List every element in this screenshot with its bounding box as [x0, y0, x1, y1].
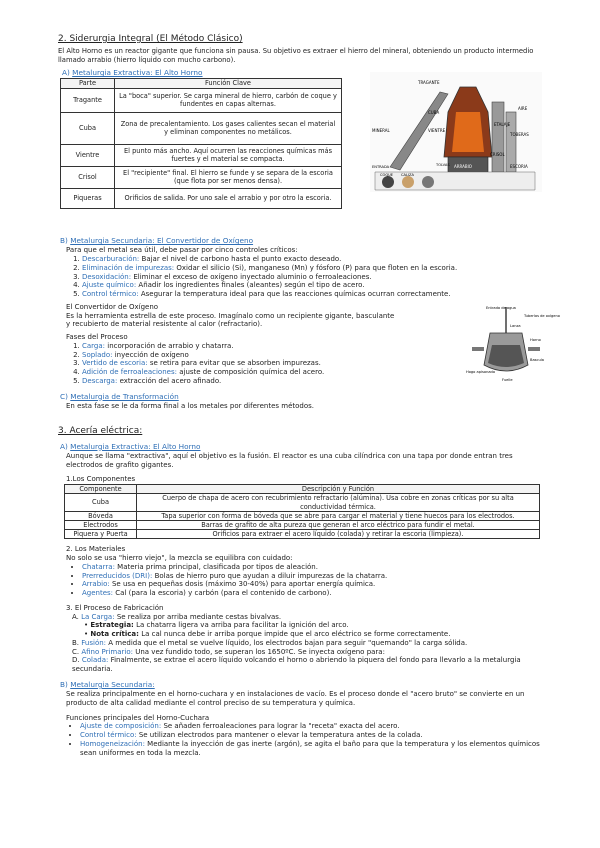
- blast-furnace-block: [58, 64, 544, 232]
- section-2-intro: El Alto Horno es un reactor gigante que funciona sin pausa. Su objetivo es extraer el hierro del mineral, obteniendo un producto intermedio llamado arrabio (hierro líquido con mucho carbono).: [58, 47, 534, 64]
- list-item: 2. Soplado: inyección de oxígeno: [82, 351, 544, 360]
- list-item: 4. Ajuste químico: Añadir los ingredientes finales (aleantes) según el tipo de acero.: [82, 281, 544, 290]
- list-item: 1. Carga: incorporación de arrabio y chatarra.: [82, 342, 544, 351]
- subsection-2a: A) Metalurgia Extractiva: El Alto Horno: [62, 68, 203, 78]
- table-header: Componente: [65, 485, 137, 494]
- list-item: 1. Descarburación: Bajar el nivel de carbono hasta el punto exacto deseado.: [82, 255, 544, 264]
- subsection-3a: A) Metalurgia Extractiva: El Alto Horno: [60, 441, 201, 451]
- list-item: • Arrabio: Se usa en pequeñas dosis (máximo 30-40%) para aportar energía química.: [82, 580, 544, 589]
- list-item: • Control térmico: Se utilizan electrodos para mantener o elevar la temperatura antes de la colada.: [80, 731, 544, 740]
- section-3-title: 3. Acería eléctrica:: [58, 426, 143, 437]
- converter-text: Es la herramienta estrella de este proceso. Imagínalo como un recipiente gigante, basculante y recubierto de material resistente al calor (refractario).: [66, 311, 395, 329]
- list-item: 3. Vertido de escoria: se retira para evitar que se absorben impurezas.: [82, 359, 544, 368]
- fig-label: CUBA: [428, 110, 440, 116]
- table-header: Parte: [61, 79, 115, 88]
- components-title: 1.Los Componentes: [66, 475, 136, 484]
- list-item: 3. Desoxidación: Eliminar el exceso de oxígeno inyectado aluminio o ferroaleaciones.: [82, 273, 544, 282]
- fig-label: Entrada de agua: [486, 305, 516, 310]
- fig-label: ARRABIO: [454, 164, 472, 170]
- fig-label: ETALAJE: [494, 122, 511, 128]
- fig-label: Horno: [530, 337, 541, 342]
- subsection-2b-intro: Para que el metal sea útil, debe pasar por cinco controles críticos:: [66, 246, 298, 255]
- step-a: A. La Carga: Se realiza por arriba mediante cestas bivalvas.: [72, 612, 282, 621]
- step-a-note: • Nota crítica: La cal nunca debe ir arriba porque impide que el arco eléctrico se forme correctamente.: [84, 630, 451, 639]
- step-a-strategy: • Estrategia: La chatarra ligera va arriba para facilitar la ignición del arco.: [84, 621, 349, 630]
- fig-label: CRISOL: [490, 152, 505, 158]
- list-item: • Chatarra: Materia prima principal, clasificada por tipos de aleación.: [82, 563, 544, 572]
- fig-label: Lanza: [510, 323, 521, 328]
- list-item: • Prerreducidos (DRI): Bolas de hierro puro que ayudan a diluir impurezas de la chatarra.: [82, 572, 544, 581]
- fig-label: Hogo apisonado: [466, 369, 496, 374]
- table-row: Electrodos Barras de grafito de alta pureza que generan el arco eléctrico para fundir el metal.: [65, 520, 540, 529]
- table-row: Piquera y Puerta Orificios para extraer el acero líquido (colada) y retirar la escoria (limpieza).: [65, 530, 540, 539]
- list-item: 2. Eliminación de impurezas: Oxidar el silicio (Si), manganeso (Mn) y fósforo (P) para que floten en la escoria.: [82, 264, 544, 273]
- functions-title: Funciones principales del Horno-Cuchara: [66, 713, 210, 722]
- oxygen-converter-diagram: [466, 303, 560, 383]
- subsection-3b: B) Metalurgia Secundaria:: [60, 679, 155, 689]
- fig-label: ENTRADA: [372, 165, 390, 170]
- list-item: 5. Descarga: extracción del acero afinado.: [82, 377, 544, 386]
- subsection-2b: B) Metalurgia Secundaria: El Convertidor de Oxígeno: [60, 236, 254, 246]
- fig-label: TRAGANTE: [418, 80, 440, 86]
- list-item: • Agentes: Cal (para la escoria) y carbón (para el contenido de carbono).: [82, 589, 544, 598]
- materials-intro: No solo se usa "hierro viejo", la mezcla se equilibra con cuidado:: [66, 554, 293, 563]
- fig-label: MINERAL: [372, 128, 390, 134]
- step-d: D. Colada: Finalmente, se extrae el acero líquido volcando el horno o abriendo la piquera del fondo para llevarlo a la metalurgia secundaria.: [72, 656, 521, 674]
- controls-list: [82, 255, 544, 299]
- blast-furnace-diagram: [370, 72, 542, 192]
- list-item: • Homogeneización: Mediante la inyección de gas inerte (argón), se agita el baño para que la temperatura y los elementos químicos sean uniformes en toda la mezcla.: [80, 740, 544, 758]
- fig-label: VIENTRE: [428, 128, 446, 134]
- step-b: B. Fusión: A medida que el metal se vuelve líquido, los electrodos bajan para seguir "quemando" la carga sólida.: [72, 638, 468, 647]
- table-row: Piqueras Orificios de salida. Por uno sale el arrabio y por otro la escoria.: [61, 188, 342, 208]
- fig-label: Tuberías de oxígeno: [524, 313, 560, 318]
- table-row: Cuba Cuerpo de chapa de acero con recubrimiento refractario (alúmina). Usa cobre en zonas críticas por su alta conductividad térmica.: [65, 494, 540, 511]
- fig-label: COQUE: [380, 173, 394, 178]
- fig-label: TOLVAS: [436, 163, 450, 168]
- section-2-title: 2. Siderurgia Integral (El Método Clásico): [58, 34, 243, 44]
- table-row: Bóveda Tapa superior con forma de bóveda que se abre para cargar el material y tiene huecos para los electrodos.: [65, 511, 540, 520]
- phases-title: Fases del Proceso: [66, 333, 128, 342]
- table-header: Función Clave: [115, 79, 342, 88]
- fabrication-steps: [58, 613, 544, 674]
- fig-label: ESCORIA: [510, 164, 528, 170]
- subsection-2c-text: En esta fase se le da forma final a los metales por diferentes métodos.: [66, 401, 315, 410]
- table-row: Crisol El "recipiente" final. El hierro se funde y se separa de la escoria (que flota por ser menos densa).: [61, 166, 342, 188]
- fig-label: AIRE: [518, 106, 528, 112]
- step-c: C. Afino Primario: Una vez fundido todo, se superan los 1650ºC. Se inyecta oxígeno para:: [72, 647, 385, 656]
- blast-furnace-table: [60, 78, 342, 208]
- list-item: 4. Adición de ferroaleaciones: ajuste de composición química del acero.: [82, 368, 544, 377]
- converter-title: El Convertidor de Oxígeno: [66, 302, 159, 311]
- subsection-2c: C) Metalurgia de Transformación: [60, 391, 179, 401]
- fig-label: Fuelle: [502, 377, 513, 382]
- functions-list: [80, 722, 544, 757]
- table-row: Vientre El punto más ancho. Aquí ocurren las reacciones químicas más fuertes y el material se compacta.: [61, 144, 342, 166]
- list-item: • Ajuste de composición: Se añaden ferroaleaciones para lograr la "receta" exacta del acero.: [80, 722, 544, 731]
- list-item: 5. Control térmico: Asegurar la temperatura ideal para que las reacciones químicas ocurran correctamente.: [82, 290, 544, 299]
- fig-label: TOBERAS: [510, 132, 529, 138]
- table-row: Tragante La "boca" superior. Se carga mineral de hierro, carbón de coque y fundentes en capas alternas.: [61, 88, 342, 112]
- table-row: Cuba Zona de precalentamiento. Los gases calientes secan el material y eliminan componentes no metálicos.: [61, 112, 342, 144]
- materials-list: [82, 563, 544, 598]
- components-table: [64, 484, 540, 539]
- fig-label: Bascula: [530, 357, 544, 362]
- table-header: Descripción y Función: [137, 485, 540, 494]
- subsection-3b-text: Se realiza principalmente en el horno-cuchara y en instalaciones de vacío. Es el proceso donde el "acero bruto" se convierte en un producto de alta calidad mediante el control preciso de su temperatura y química.: [66, 690, 525, 707]
- subsection-3a-text: Aunque se llama "extractiva", aquí el objetivo es la fusión. El reactor es una cuba cilíndrica con una tapa por donde entran tres electrodos de grafito gigantes.: [66, 451, 513, 469]
- fabrication-title: 3. El Proceso de Fabricación: [66, 603, 164, 612]
- fig-label: CALIZA: [401, 173, 414, 178]
- materials-title: 2. Los Materiales: [66, 545, 126, 554]
